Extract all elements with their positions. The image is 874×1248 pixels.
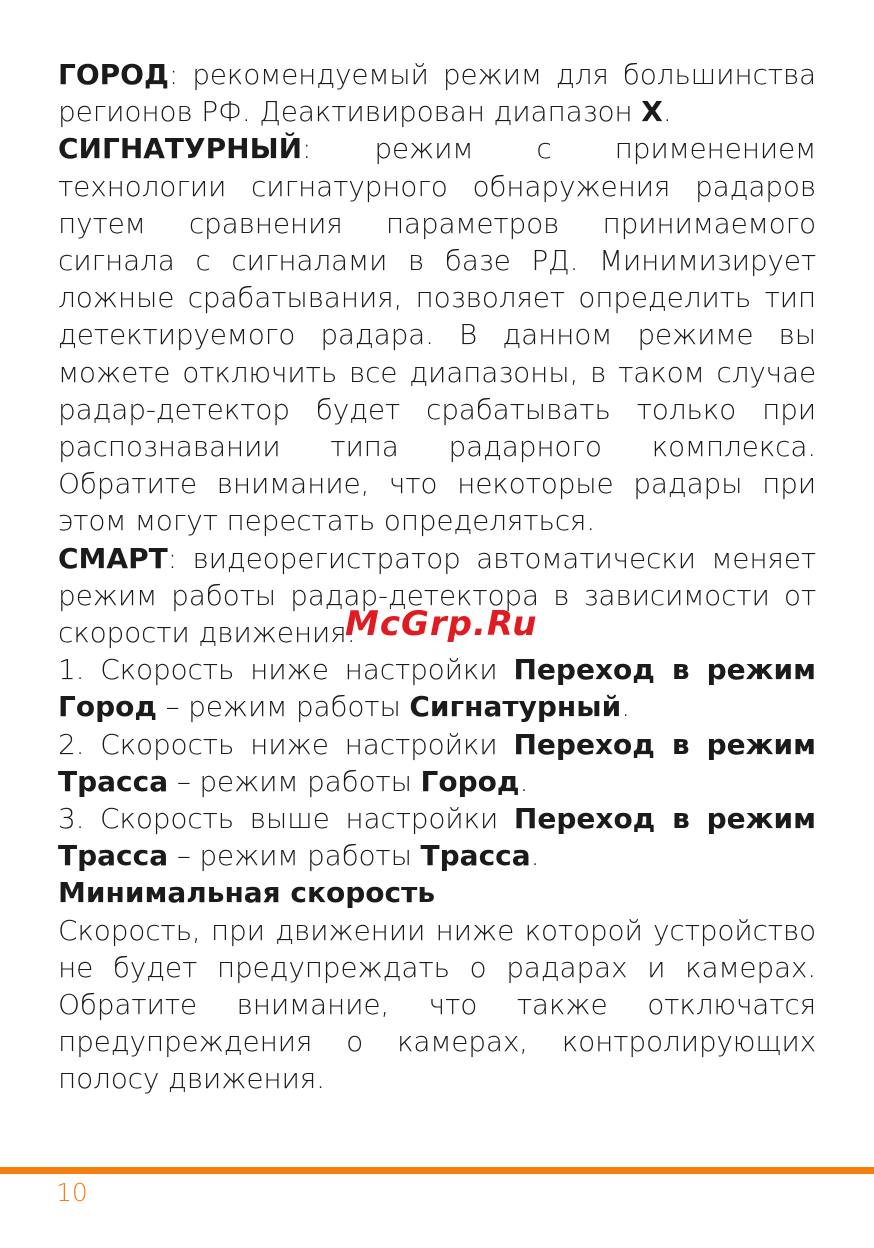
page-content xyxy=(58,56,816,1098)
page-number: 10 xyxy=(56,1178,88,1207)
smart-description: : видеорегистратор автоматически меняет режим работы радар-детектора в зависимости от скорости движения: xyxy=(58,541,816,650)
rule-1-end: . xyxy=(621,690,630,724)
rule-1-setting: Переход в режим Город xyxy=(58,653,816,724)
term-signature: СИГНАТУРНЫЙ xyxy=(58,132,303,166)
gorod-end: . xyxy=(662,95,672,129)
rule-3-mode: Трасса xyxy=(420,839,531,873)
term-gorod: ГОРОД xyxy=(58,58,169,91)
heading-min-speed xyxy=(58,874,816,911)
rule-2-prefix: 2. Скорость ниже настройки xyxy=(58,727,514,761)
rule-3-middle: – режим работы xyxy=(168,839,421,873)
signature-description: : режим с применением технологии сигнатурного обнаружения радаров путем сравнения параметров принимаемого сигнала с сигналами в базе РД. Минимизирует ложные срабатывания, позволяет определить тип детектируемого радара. В данном режиме вы можете отключить все диапазоны, в таком случае радар-детектор будет срабатывать только при распознавании типа радарного комплекса. Обратите внимание, что некоторые радары при этом могут перестать определяться. xyxy=(58,132,816,538)
rule-2-middle: – режим работы xyxy=(168,764,421,798)
rule-3 xyxy=(58,800,816,874)
term-smart: СМАРТ xyxy=(58,541,168,575)
paragraph-gorod xyxy=(58,56,816,130)
rule-1-prefix: 1. Скорость ниже настройки xyxy=(58,653,514,687)
rule-3-setting: Переход в режим Трасса xyxy=(58,802,816,873)
rule-1-middle: – режим работы xyxy=(156,690,410,724)
band-x: X xyxy=(641,95,663,129)
rule-3-end: . xyxy=(530,839,540,873)
rule-2 xyxy=(58,726,816,800)
rule-2-end: . xyxy=(519,764,529,798)
rule-1-mode: Сигнатурный xyxy=(409,690,622,724)
gorod-description: : рекомендуемый режим для большинства регионов РФ. Деактивирован диапазон xyxy=(58,58,816,129)
paragraph-min-speed: Скорость, при движении ниже которой устройство не будет предупреждать о радарах и камерах. Обратите внимание, что также отключатся предупреждения о камерах, контролирующих полосу движения. xyxy=(58,913,816,1096)
footer-divider xyxy=(0,1167,874,1174)
paragraph-signature xyxy=(58,130,816,539)
watermark-text: McGrp.Ru xyxy=(345,604,538,644)
rule-2-mode: Город xyxy=(420,764,520,798)
rule-3-prefix: 3. Скорость выше настройки xyxy=(58,802,514,836)
rule-1 xyxy=(58,651,816,725)
rule-2-setting: Переход в режим Трасса xyxy=(58,727,816,798)
min-speed-title: Минимальная скорость xyxy=(58,876,436,910)
